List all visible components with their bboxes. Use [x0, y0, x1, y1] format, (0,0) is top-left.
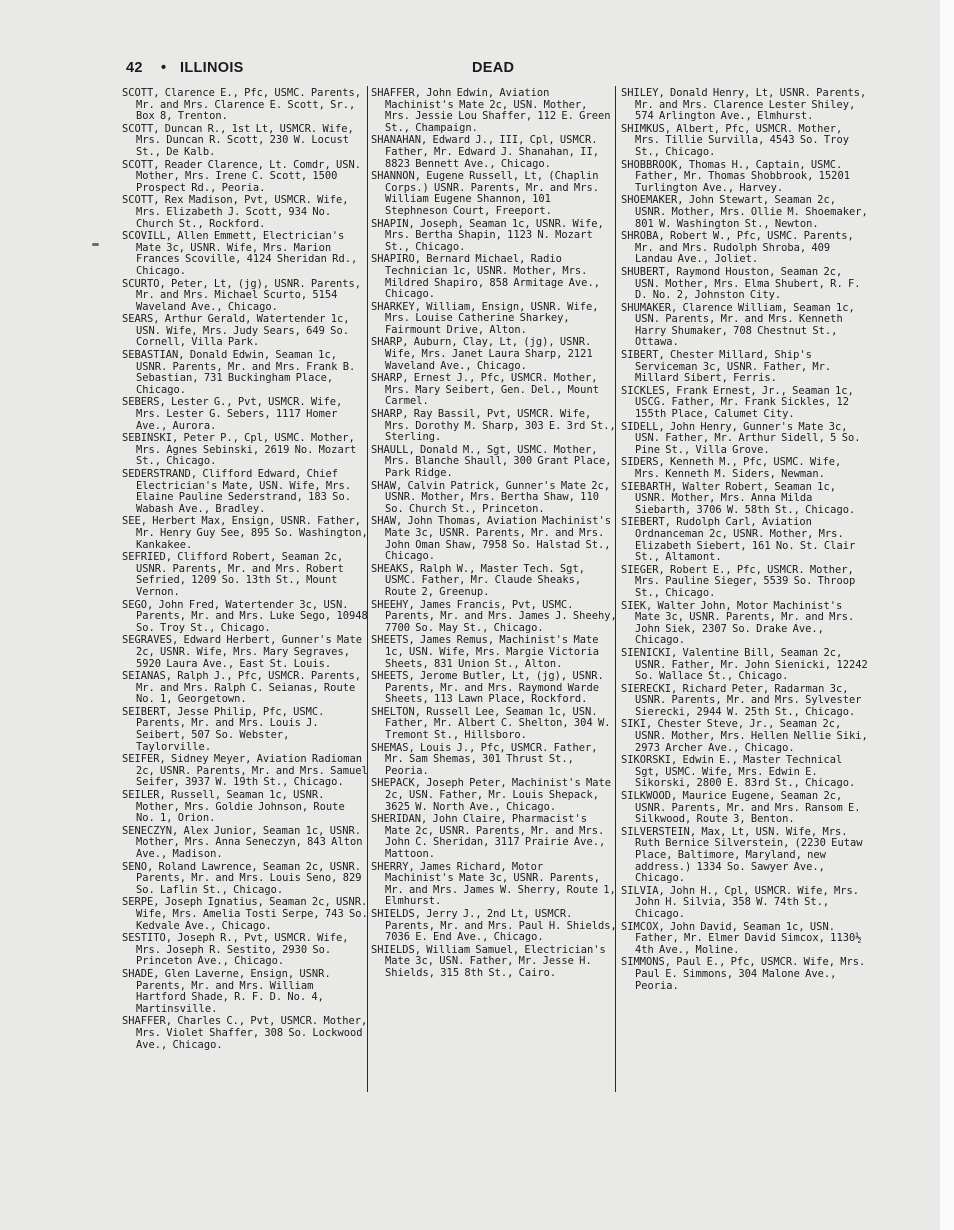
casualty-entry: SIMMONS, Paul E., Pfc, USMCR. Wife, Mrs. Paul E. Simmons, 304 Malone Ave., Peoria. [621, 956, 866, 992]
casualty-entry: SHAPIRO, Bernard Michael, Radio Technician 1c, USNR. Mother, Mrs. Mildred Shapiro, 858 Armitage Ave., Chicago. [371, 253, 600, 301]
casualty-entry: SIEBERT, Rudolph Carl, Aviation Ordnanceman 2c, USNR. Mother, Mrs. Elizabeth Siebert, 161 No. St. Clair St., Altamont. [621, 516, 856, 564]
casualty-entry: SHOEMAKER, John Stewart, Seaman 2c, USNR. Mother, Mrs. Ollie M. Shoemaker, 801 W. Washington St., Newton. [621, 194, 868, 230]
casualty-entry: SHARP, Ernest J., Pfc, USMCR. Mother, Mrs. Mary Seibert, Gen. Del., Mount Carmel. [371, 372, 599, 408]
casualty-entry: SIMCOX, John David, Seaman 1c, USN. Father, Mr. Elmer David Simcox, 1130½ 4th Ave., Moline. [621, 920, 862, 956]
casualty-entry: SEIFER, Sidney Meyer, Aviation Radioman 2c, USNR. Parents, Mr. and Mrs. Samuel Seifer, 3937 W. 19th St., Chicago. [122, 753, 368, 789]
casualty-entry: SILVERSTEIN, Max, Lt, USN. Wife, Mrs. Ruth Bernice Silverstein, (2230 Eutaw Place, Baltimore, Maryland, new address.) 1334 So. Sawyer Ave., Chicago. [621, 825, 863, 885]
casualty-entry: SEGO, John Fred, Watertender 3c, USN. Parents, Mr. and Mrs. Luke Sego, 10948 So. Troy St., Chicago. [122, 598, 368, 634]
casualty-entry: SIDERS, Kenneth M., Pfc, USMC. Wife, Mrs. Kenneth M. Siders, Newman. [621, 456, 842, 480]
margin-mark [92, 243, 99, 246]
casualty-entry: SEILER, Russell, Seaman 1c, USNR. Mother, Mrs. Goldie Johnson, Route No. 1, Orion. [122, 789, 345, 825]
casualty-entry: SCOVILL, Allen Emmett, Electrician's Mate 3c, USNR. Wife, Mrs. Marion Frances Scoville, 4124 Sheridan Rd., Chicago. [122, 230, 358, 277]
casualty-entry: SHARP, Ray Bassil, Pvt, USMCR. Wife, Mrs. Dorothy M. Sharp, 303 E. 3rd St., Sterling. [371, 408, 616, 444]
casualty-entry: SHROBA, Robert W., Pfc, USMC. Parents, Mr. and Mrs. Rudolph Shroba, 409 Landau Ave., Joliet. [621, 230, 854, 266]
casualty-entry: SHAFFER, Charles C., Pvt, USMCR. Mother, Mrs. Violet Shaffer, 308 So. Lockwood Ave., Chicago. [122, 1015, 368, 1051]
casualty-entry: SERPE, Joseph Ignatius, Seaman 2c, USNR. Wife, Mrs. Amelia Tosti Serpe, 743 So. Kedvale Ave., Chicago. [122, 896, 368, 932]
casualty-entry: SIKI, Chester Steve, Jr., Seaman 2c, USNR. Mother, Mrs. Hellen Nellie Siki, 2973 Archer Ave., Chicago. [621, 718, 868, 754]
casualty-entry: SEIBERT, Jesse Philip, Pfc, USMC. Parents, Mr. and Mrs. Louis J. Seibert, 507 So. Webster, Taylorville. [122, 705, 325, 753]
page-header [126, 60, 796, 82]
casualty-entry: SCURTO, Peter, Lt, (jg), USNR. Parents, Mr. and Mrs. Michael Scurto, 5154 Waveland Ave., Chicago. [122, 277, 361, 313]
casualty-entry: SHARP, Auburn, Clay, Lt, (jg), USNR. Wife, Mrs. Janet Laura Sharp, 2121 Waveland Ave., Chicago. [371, 336, 593, 372]
casualty-entry: SEE, Herbert Max, Ensign, USNR. Father, Mr. Henry Guy See, 895 So. Washington, Kankakee. [122, 515, 368, 551]
casualty-entry: SILKWOOD, Maurice Eugene, Seaman 2c, USNR. Parents, Mr. and Mrs. Ransom E. Silkwood, Route 3, Benton. [621, 790, 861, 826]
casualty-entry: SHAW, John Thomas, Aviation Machinist's Mate 3c, USNR. Parents, Mr. and Mrs. John Oman Shaw, 7958 So. Halstad St., Chicago. [371, 515, 611, 563]
casualty-entry: SEFRIED, Clifford Robert, Seaman 2c, USNR. Parents, Mr. and Mrs. Robert Sefried, 1209 So. 13th St., Mount Vernon. [122, 551, 344, 598]
casualty-entry: SENECZYN, Alex Junior, Seaman 1c, USNR. Mother, Mrs. Anna Seneczyn, 843 Alton Ave., Madison. [122, 824, 363, 860]
casualty-entry: SHADE, Glen Laverne, Ensign, USNR. Parents, Mr. and Mrs. William Hartford Shade, R. F. D. No. 4, Martinsville. [122, 967, 331, 1015]
casualty-entry: SHEMAS, Louis J., Pfc, USMCR. Father, Mr. Sam Shemas, 301 Thrust St., Peoria. [371, 741, 598, 777]
casualty-entry: SEARS, Arthur Gerald, Watertender 1c, USN. Wife, Mrs. Judy Sears, 649 So. Cornell, Villa Park. [122, 313, 350, 349]
casualty-entry: SIDELL, John Henry, Gunner's Mate 3c, USN. Father, Mr. Arthur Sidell, 5 So. Pine St., Villa Grove. [621, 420, 861, 456]
casualty-entry: SHANAHAN, Edward J., III, Cpl, USMCR. Father, Mr. Edward J. Shanahan, II, 8823 Bennett Ave., Chicago. [371, 134, 599, 170]
casualty-entry: SHIMKUS, Albert, Pfc, USMCR. Mother, Mrs. Tillie Survilla, 4543 So. Troy St., Chicago. [621, 122, 849, 158]
header-bullet: • [161, 60, 167, 76]
casualty-entry: SCOTT, Clarence E., Pfc, USMC. Parents, Mr. and Mrs. Clarence E. Scott, Sr., Box 8, Trenton. [122, 88, 361, 123]
entries-column-3 [621, 88, 871, 1103]
casualty-entry: SESTITO, Joseph R., Pvt, USMCR. Wife, Mrs. Joseph R. Sestito, 2930 So. Princeton Ave., Chicago. [122, 932, 349, 968]
casualty-entry: SENO, Roland Lawrence, Seaman 2c, USNR. Parents, Mr. and Mrs. Louis Seno, 829 So. Laflin St., Chicago. [122, 860, 362, 896]
casualty-entry: SEDERSTRAND, Clifford Edward, Chief Electrician's Mate, USN. Wife, Mrs. Elaine Pauline Sederstrand, 183 So. Wabash Ave., Bradley. [122, 468, 351, 515]
casualty-entry: SHANNON, Eugene Russell, Lt, (Chaplin Corps.) USNR. Parents, Mr. and Mrs. William Eugene Shannon, 101 Stephneson Court, Freeport. [371, 170, 599, 217]
casualty-entry: SEIANAS, Ralph J., Pfc, USMCR. Parents, Mr. and Mrs. Ralph C. Seianas, Route No. 1, Georgetown. [122, 670, 361, 706]
casualty-entry: SEBINSKI, Peter P., Cpl, USMC. Mother, Mrs. Agnes Sebinski, 2619 No. Mozart St., Chicago. [122, 432, 357, 468]
casualty-entry: SEBASTIAN, Donald Edwin, Seaman 1c, USNR. Parents, Mr. and Mrs. Frank B. Sebastian, 731 Buckingham Place, Chicago. [122, 349, 356, 396]
casualty-entry: SIENICKI, Valentine Bill, Seaman 2c, USNR. Father, Mr. John Sienicki, 12242 So. Wallace St., Chicago. [621, 646, 868, 683]
casualty-entry: SHEAKS, Ralph W., Master Tech. Sgt, USMC. Father, Mr. Claude Sheaks, Route 2, Greenup. [371, 562, 585, 598]
entries-column-1 [122, 88, 368, 1103]
casualty-entry: SHEPACK, Joseph Peter, Machinist's Mate 2c, USN. Father, Mr. Louis Shepack, 3625 W. North Ave., Chicago. [371, 777, 611, 813]
casualty-entry: SHAFFER, John Edwin, Aviation Machinist's Mate 2c, USN. Mother, Mrs. Jessie Lou Shaffer, 112 E. Green St., Champaign. [371, 88, 611, 134]
casualty-entry: SCOTT, Duncan R., 1st Lt, USMCR. Wife, Mrs. Duncan R. Scott, 230 W. Locust St., De Kalb. [122, 122, 354, 158]
casualty-entry: SHERRY, James Richard, Motor Machinist's Mate 3c, USNR. Parents, Mr. and Mrs. James W. Sherry, Route 1, Elmhurst. [371, 860, 616, 908]
casualty-entry: SEGRAVES, Edward Herbert, Gunner's Mate 2c, USNR. Wife, Mrs. Mary Segraves, 5920 Laura Ave., East St. Louis. [122, 634, 362, 670]
casualty-entry: SHAULL, Donald M., Sgt, USMC. Mother, Mrs. Blanche Shaull, 300 Grant Place, Park Ridge. [371, 443, 612, 479]
casualty-entry: SEBERS, Lester G., Pvt, USMCR. Wife, Mrs. Lester G. Sebers, 1117 Homer Ave., Aurora. [122, 396, 343, 432]
casualty-entry: SHEEHY, James Francis, Pvt, USMC. Parents, Mr. and Mrs. James J. Sheehy, 7700 So. May St., Chicago. [371, 598, 617, 634]
casualty-entry: SIBERT, Chester Millard, Ship's Serviceman 3c, USNR. Father, Mr. Millard Sibert, Ferris. [621, 349, 832, 385]
section-title: DEAD [472, 60, 515, 76]
casualty-entry: SHUBERT, Raymond Houston, Seaman 2c, USN. Mother, Mrs. Elma Shubert, R. F. D. No. 2, Johnston City. [621, 265, 861, 302]
state-name: ILLINOIS [180, 60, 244, 76]
casualty-entry: SHEETS, Jerome Butler, Lt, (jg), USNR. Parents, Mr. and Mrs. Raymond Warde Sheets, 113 Lawn Place, Rockford. [371, 670, 604, 706]
casualty-entry: SIEGER, Robert E., Pfc, USMCR. Mother, Mrs. Pauline Sieger, 5539 So. Throop St., Chicago. [621, 563, 856, 599]
casualty-entry: SHELTON, Russell Lee, Seaman 1c, USN. Father, Mr. Albert C. Shelton, 304 W. Tremont St., Hillsboro. [371, 705, 611, 742]
casualty-entry: SHEETS, James Remus, Machinist's Mate 1c, USN. Wife, Mrs. Margie Victoria Sheets, 831 Union St., Alton. [371, 634, 599, 670]
casualty-entry: SIKORSKI, Edwin E., Master Technical Sgt, USMC. Wife, Mrs. Edwin E. Sikorski, 2800 E. 83rd St., Chicago. [621, 754, 856, 790]
casualty-entry: SILVIA, John H., Cpl, USMCR. Wife, Mrs. John H. Silvia, 358 W. 74th St., Chicago. [621, 884, 859, 920]
casualty-entry: SCOTT, Reader Clarence, Lt. Comdr, USN. Mother, Mrs. Irene C. Scott, 1500 Prospect Rd., Peoria. [122, 158, 361, 194]
casualty-entry: SHIELDS, William Samuel, Electrician's Mate 3c, USN. Father, Mr. Jesse H. Shields, 315 8th St., Cairo. [371, 943, 606, 979]
casualty-entry: SHAW, Calvin Patrick, Gunner's Mate 2c, USNR. Mother, Mrs. Bertha Shaw, 110 So. Church St., Princeton. [371, 479, 610, 515]
casualty-entry: SHUMAKER, Clarence William, Seaman 1c, USN. Parents, Mr. and Mrs. Kenneth Harry Shumaker, 708 Chestnut St., Ottawa. [621, 301, 855, 349]
casualty-entry: SICKLES, Frank Ernest, Jr., Seaman 1c, USCG. Father, Mr. Frank Sickles, 12 155th Place, Calumet City. [621, 384, 854, 421]
casualty-entry: SHILEY, Donald Henry, Lt, USNR. Parents, Mr. and Mrs. Clarence Lester Shiley, 574 Arlington Ave., Elmhurst. [621, 88, 867, 123]
page-number: 42 [126, 60, 143, 76]
entries-column-2 [371, 88, 617, 1103]
casualty-entry: SHOBBROOK, Thomas H., Captain, USMC. Father, Mr. Thomas Shobbrook, 15201 Turlington Ave., Harvey. [621, 158, 850, 194]
casualty-entry: SHARKEY, William, Ensign, USNR. Wife, Mrs. Louise Catherine Sharkey, Fairmount Drive, Alton. [371, 300, 599, 336]
casualty-entry: SCOTT, Rex Madison, Pvt, USMCR. Wife, Mrs. Elizabeth J. Scott, 934 No. Church St., Rockford. [122, 194, 349, 230]
casualty-entry: SIEBARTH, Walter Robert, Seaman 1c, USNR. Mother, Mrs. Anna Milda Siebarth, 3706 W. 58th St., Chicago. [621, 480, 856, 516]
casualty-entry: SIERECKI, Richard Peter, Radarman 3c, USNR. Parents, Mr. and Mrs. Sylvester Sierecki, 2944 W. 25th St., Chicago. [621, 682, 862, 718]
casualty-entry: SHERIDAN, John Claire, Pharmacist's Mate 2c, USNR. Parents, Mr. and Mrs. John C. Sheridan, 3117 Prairie Ave., Mattoon. [371, 813, 606, 860]
page-edge [940, 0, 954, 1230]
casualty-entry: SHIELDS, Jerry J., 2nd Lt, USMCR. Parents, Mr. and Mrs. Paul H. Shields, 7036 E. End Ave., Chicago. [371, 907, 617, 944]
casualty-entry: SIEK, Walter John, Motor Machinist's Mate 3c, USNR. Parents, Mr. and Mrs. John Siek, 2307 So. Drake Ave., Chicago. [621, 599, 855, 647]
casualty-entry: SHAPIN, Joseph, Seaman 1c, USNR. Wife, Mrs. Bertha Shapin, 1123 N. Mozart St., Chicago. [371, 217, 604, 253]
